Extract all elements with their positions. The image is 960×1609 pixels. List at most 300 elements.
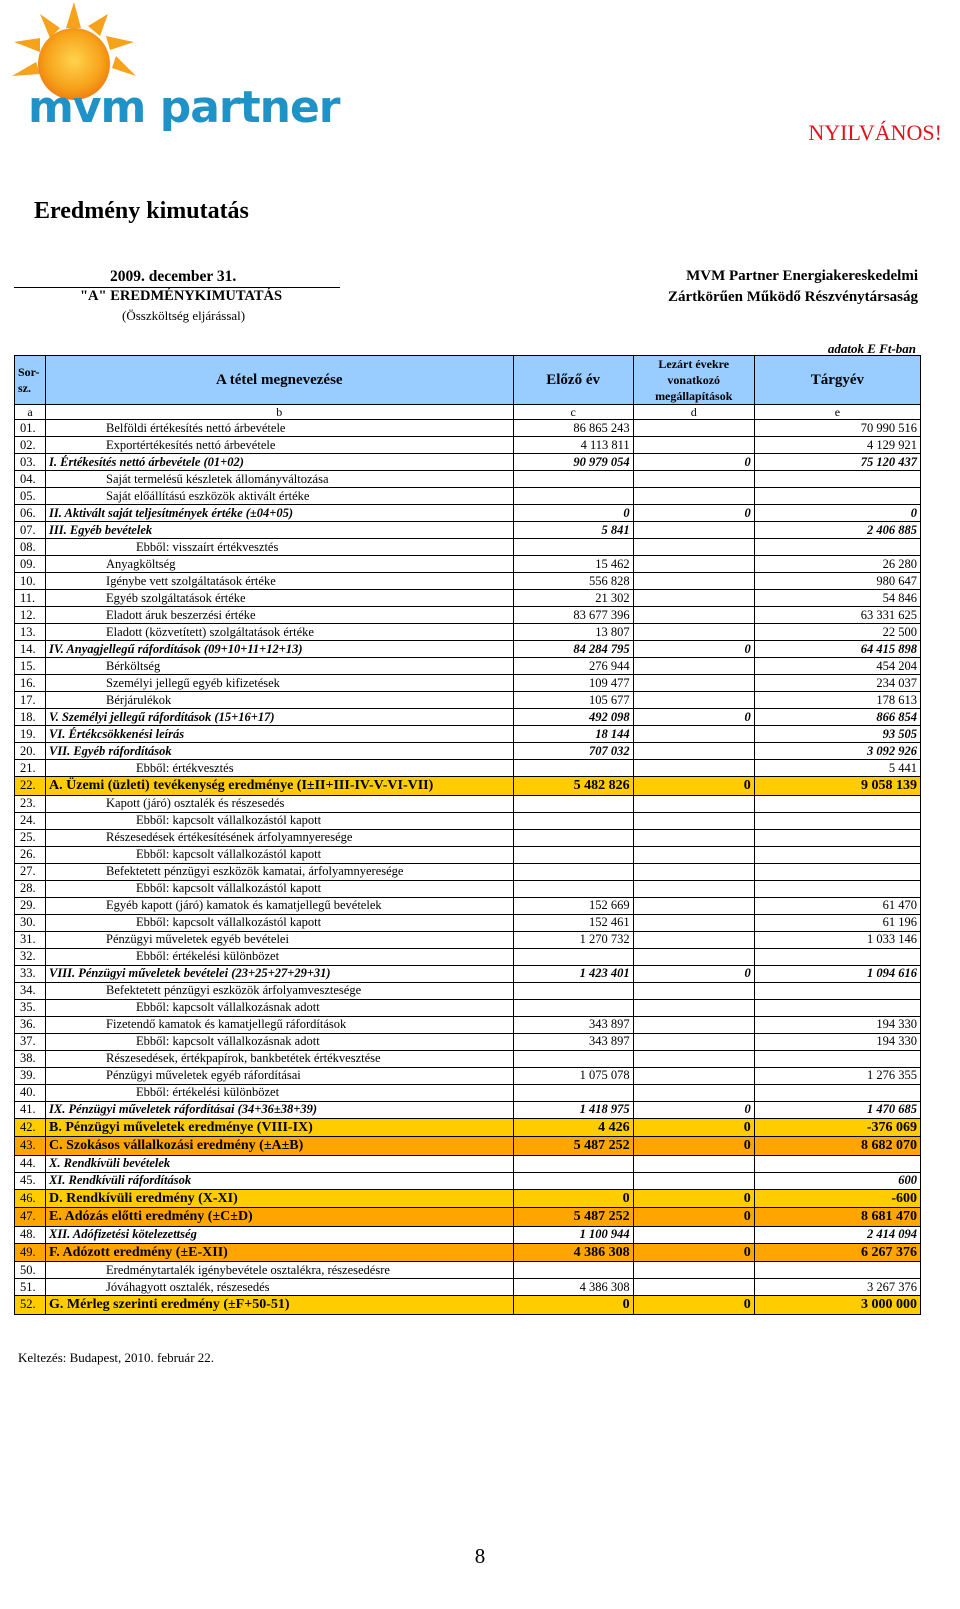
row-name: Ebből: kapcsolt vállalkozástól kapott bbox=[46, 880, 514, 897]
row-code: 06. bbox=[15, 505, 46, 522]
row-prev-year bbox=[513, 982, 633, 999]
table-header-row bbox=[15, 356, 921, 405]
row-code: 21. bbox=[15, 760, 46, 777]
column-letter: e bbox=[754, 405, 920, 420]
table-row bbox=[15, 1262, 921, 1279]
statement-subtitle: (Összköltség eljárással) bbox=[122, 308, 246, 323]
row-current-year: 3 267 376 bbox=[754, 1279, 920, 1296]
row-code: 16. bbox=[15, 675, 46, 692]
row-current-year bbox=[754, 539, 920, 556]
row-code: 48. bbox=[15, 1226, 46, 1243]
row-prev-year bbox=[513, 863, 633, 880]
table-row bbox=[15, 795, 921, 812]
table-row bbox=[15, 743, 921, 760]
row-name: Személyi jellegű egyéb kifizetések bbox=[46, 675, 514, 692]
table-row bbox=[15, 573, 921, 590]
row-code: 36. bbox=[15, 1016, 46, 1033]
column-letter: c bbox=[513, 405, 633, 420]
row-adjustment bbox=[633, 982, 754, 999]
row-code: 40. bbox=[15, 1084, 46, 1101]
row-name: E. Adózás előtti eredmény (±C±D) bbox=[46, 1208, 514, 1227]
row-current-year bbox=[754, 1155, 920, 1172]
row-code: 38. bbox=[15, 1050, 46, 1067]
row-name: Ebből: kapcsolt vállalkozástól kapott bbox=[46, 846, 514, 863]
table-row bbox=[15, 931, 921, 948]
table-row bbox=[15, 1208, 921, 1227]
units-note: adatok E Ft-ban bbox=[827, 341, 916, 356]
row-current-year: 63 331 625 bbox=[754, 607, 920, 624]
table-row bbox=[15, 897, 921, 914]
mvm-partner-logo bbox=[8, 2, 340, 137]
row-prev-year: 276 944 bbox=[513, 658, 633, 675]
income-statement-table bbox=[14, 355, 921, 1315]
row-name: Kapott (járó) osztalék és részesedés bbox=[46, 795, 514, 812]
row-current-year: 8 682 070 bbox=[754, 1137, 920, 1156]
row-code: 28. bbox=[15, 880, 46, 897]
row-prev-year bbox=[513, 829, 633, 846]
row-adjustment bbox=[633, 539, 754, 556]
table-row bbox=[15, 846, 921, 863]
row-adjustment: 0 bbox=[633, 505, 754, 522]
table-row bbox=[15, 1243, 921, 1262]
row-code: 18. bbox=[15, 709, 46, 726]
row-name: VII. Egyéb ráfordítások bbox=[46, 743, 514, 760]
row-current-year: 9 058 139 bbox=[754, 777, 920, 796]
row-current-year: 93 505 bbox=[754, 726, 920, 743]
row-name: Ebből: kapcsolt vállalkozástól kapott bbox=[46, 914, 514, 931]
statement-title: "A" EREDMÉNYKIMUTATÁS bbox=[80, 288, 283, 304]
table-row bbox=[15, 471, 921, 488]
row-adjustment bbox=[633, 1279, 754, 1296]
row-current-year: 3 000 000 bbox=[754, 1296, 920, 1315]
row-current-year: 178 613 bbox=[754, 692, 920, 709]
row-name: D. Rendkívüli eredmény (X-XI) bbox=[46, 1189, 514, 1208]
row-prev-year: 0 bbox=[513, 1296, 633, 1315]
row-prev-year: 1 418 975 bbox=[513, 1101, 633, 1118]
header-curr: Tárgyév bbox=[754, 356, 920, 405]
row-prev-year: 5 482 826 bbox=[513, 777, 633, 796]
row-name: C. Szokásos vállalkozási eredmény (±A±B) bbox=[46, 1137, 514, 1156]
table-row bbox=[15, 863, 921, 880]
row-prev-year: 18 144 bbox=[513, 726, 633, 743]
table-body bbox=[15, 420, 921, 1315]
row-adjustment: 0 bbox=[633, 1296, 754, 1315]
statement-date: 2009. december 31. bbox=[110, 268, 237, 285]
row-name: Fizetendő kamatok és kamatjellegű ráfordítások bbox=[46, 1016, 514, 1033]
table-row bbox=[15, 914, 921, 931]
row-current-year: 61 196 bbox=[754, 914, 920, 931]
table-row bbox=[15, 812, 921, 829]
row-prev-year bbox=[513, 1084, 633, 1101]
table-row bbox=[15, 999, 921, 1016]
row-adjustment bbox=[633, 795, 754, 812]
row-prev-year: 343 897 bbox=[513, 1016, 633, 1033]
row-name: III. Egyéb bevételek bbox=[46, 522, 514, 539]
row-prev-year: 343 897 bbox=[513, 1033, 633, 1050]
row-code: 17. bbox=[15, 692, 46, 709]
footer-date: Keltezés: Budapest, 2010. február 22. bbox=[18, 1350, 215, 1365]
row-prev-year: 492 098 bbox=[513, 709, 633, 726]
column-letter-row bbox=[15, 405, 921, 420]
row-name: Jóváhagyott osztalék, részesedés bbox=[46, 1279, 514, 1296]
row-name: Részesedések, értékpapírok, bankbetétek értékvesztése bbox=[46, 1050, 514, 1067]
row-prev-year: 1 423 401 bbox=[513, 965, 633, 982]
table-row bbox=[15, 880, 921, 897]
row-prev-year bbox=[513, 1262, 633, 1279]
row-adjustment bbox=[633, 1050, 754, 1067]
row-adjustment bbox=[633, 437, 754, 454]
row-prev-year bbox=[513, 488, 633, 505]
header-adjustments: Lezárt évekre vonatkozó megállapítások bbox=[633, 356, 754, 405]
row-code: 29. bbox=[15, 897, 46, 914]
logo-wordmark: mvm partner bbox=[28, 82, 340, 133]
row-name: IV. Anyagjellegű ráfordítások (09+10+11+12+13) bbox=[46, 641, 514, 658]
row-adjustment bbox=[633, 726, 754, 743]
table-row bbox=[15, 1279, 921, 1296]
row-code: 45. bbox=[15, 1172, 46, 1189]
row-prev-year: 21 302 bbox=[513, 590, 633, 607]
table-row bbox=[15, 675, 921, 692]
row-code: 35. bbox=[15, 999, 46, 1016]
row-adjustment: 0 bbox=[633, 1189, 754, 1208]
row-prev-year bbox=[513, 471, 633, 488]
row-prev-year: 5 487 252 bbox=[513, 1208, 633, 1227]
row-adjustment bbox=[633, 760, 754, 777]
row-current-year: 0 bbox=[754, 505, 920, 522]
row-adjustment bbox=[633, 658, 754, 675]
table-row bbox=[15, 760, 921, 777]
table-row bbox=[15, 437, 921, 454]
table-row bbox=[15, 624, 921, 641]
row-adjustment bbox=[633, 743, 754, 760]
table-row bbox=[15, 726, 921, 743]
table-row bbox=[15, 522, 921, 539]
page-title: Eredmény kimutatás bbox=[34, 198, 249, 224]
row-code: 01. bbox=[15, 420, 46, 437]
row-adjustment bbox=[633, 846, 754, 863]
header-name: A tétel megnevezése bbox=[46, 356, 514, 405]
row-code: 04. bbox=[15, 471, 46, 488]
row-current-year: 2 414 094 bbox=[754, 1226, 920, 1243]
row-name: F. Adózott eredmény (±E-XII) bbox=[46, 1243, 514, 1262]
row-name: VI. Értékcsökkenési leírás bbox=[46, 726, 514, 743]
row-prev-year: 86 865 243 bbox=[513, 420, 633, 437]
row-code: 12. bbox=[15, 607, 46, 624]
company-name-line2: Zártkörűen Működő Részvénytársaság bbox=[668, 289, 918, 305]
row-code: 43. bbox=[15, 1137, 46, 1156]
row-code: 10. bbox=[15, 573, 46, 590]
row-prev-year bbox=[513, 760, 633, 777]
row-current-year bbox=[754, 948, 920, 965]
row-current-year: 54 846 bbox=[754, 590, 920, 607]
column-letter: b bbox=[46, 405, 514, 420]
row-prev-year: 83 677 396 bbox=[513, 607, 633, 624]
row-prev-year bbox=[513, 846, 633, 863]
row-adjustment bbox=[633, 1155, 754, 1172]
row-code: 30. bbox=[15, 914, 46, 931]
row-current-year bbox=[754, 863, 920, 880]
row-adjustment bbox=[633, 931, 754, 948]
row-prev-year: 0 bbox=[513, 1189, 633, 1208]
row-adjustment bbox=[633, 914, 754, 931]
row-current-year: 1 276 355 bbox=[754, 1067, 920, 1084]
row-code: 52. bbox=[15, 1296, 46, 1315]
row-code: 44. bbox=[15, 1155, 46, 1172]
row-adjustment bbox=[633, 675, 754, 692]
row-adjustment: 0 bbox=[633, 1137, 754, 1156]
row-code: 09. bbox=[15, 556, 46, 573]
row-code: 15. bbox=[15, 658, 46, 675]
row-adjustment bbox=[633, 1016, 754, 1033]
row-name: VIII. Pénzügyi műveletek bevételei (23+25+27+29+31) bbox=[46, 965, 514, 982]
row-adjustment bbox=[633, 624, 754, 641]
row-name: Saját termelésű készletek állományváltozása bbox=[46, 471, 514, 488]
row-current-year bbox=[754, 795, 920, 812]
row-prev-year: 4 426 bbox=[513, 1118, 633, 1137]
row-prev-year: 0 bbox=[513, 505, 633, 522]
row-name: Eladott áruk beszerzési értéke bbox=[46, 607, 514, 624]
column-letter: a bbox=[15, 405, 46, 420]
table-row bbox=[15, 1189, 921, 1208]
row-current-year: 1 033 146 bbox=[754, 931, 920, 948]
row-name: Egyéb szolgáltatások értéke bbox=[46, 590, 514, 607]
row-current-year: 454 204 bbox=[754, 658, 920, 675]
row-prev-year: 105 677 bbox=[513, 692, 633, 709]
row-current-year: 600 bbox=[754, 1172, 920, 1189]
table-row bbox=[15, 556, 921, 573]
row-prev-year bbox=[513, 1050, 633, 1067]
row-name: II. Aktivált saját teljesítmények értéke (±04+05) bbox=[46, 505, 514, 522]
row-current-year bbox=[754, 829, 920, 846]
row-code: 37. bbox=[15, 1033, 46, 1050]
row-name: Befektetett pénzügyi eszközök kamatai, árfolyamnyeresége bbox=[46, 863, 514, 880]
table-row bbox=[15, 420, 921, 437]
row-adjustment: 0 bbox=[633, 641, 754, 658]
table-row bbox=[15, 1118, 921, 1137]
row-code: 02. bbox=[15, 437, 46, 454]
row-name: Eredménytartalék igénybevétele osztalékra, részesedésre bbox=[46, 1262, 514, 1279]
row-code: 33. bbox=[15, 965, 46, 982]
row-code: 07. bbox=[15, 522, 46, 539]
row-adjustment: 0 bbox=[633, 1243, 754, 1262]
row-current-year bbox=[754, 982, 920, 999]
row-prev-year: 13 807 bbox=[513, 624, 633, 641]
table-row bbox=[15, 1016, 921, 1033]
row-adjustment bbox=[633, 1226, 754, 1243]
row-adjustment bbox=[633, 471, 754, 488]
table-row bbox=[15, 641, 921, 658]
row-name: Bérköltség bbox=[46, 658, 514, 675]
row-prev-year bbox=[513, 795, 633, 812]
row-current-year bbox=[754, 488, 920, 505]
row-name: I. Értékesítés nettó árbevétele (01+02) bbox=[46, 454, 514, 471]
row-prev-year bbox=[513, 1172, 633, 1189]
row-current-year: 866 854 bbox=[754, 709, 920, 726]
row-prev-year: 109 477 bbox=[513, 675, 633, 692]
table-row bbox=[15, 658, 921, 675]
row-adjustment: 0 bbox=[633, 1118, 754, 1137]
row-adjustment bbox=[633, 1262, 754, 1279]
header-prev: Előző év bbox=[513, 356, 633, 405]
row-name: Ebből: értékelési különbözet bbox=[46, 948, 514, 965]
row-code: 19. bbox=[15, 726, 46, 743]
row-prev-year: 1 100 944 bbox=[513, 1226, 633, 1243]
table-row bbox=[15, 692, 921, 709]
row-current-year: 5 441 bbox=[754, 760, 920, 777]
row-adjustment bbox=[633, 863, 754, 880]
table-row bbox=[15, 1050, 921, 1067]
row-current-year: 26 280 bbox=[754, 556, 920, 573]
row-code: 03. bbox=[15, 454, 46, 471]
row-current-year bbox=[754, 880, 920, 897]
row-name: Igénybe vett szolgáltatások értéke bbox=[46, 573, 514, 590]
table-row bbox=[15, 829, 921, 846]
row-current-year bbox=[754, 471, 920, 488]
row-code: 34. bbox=[15, 982, 46, 999]
row-name: Pénzügyi műveletek egyéb ráfordításai bbox=[46, 1067, 514, 1084]
row-adjustment: 0 bbox=[633, 777, 754, 796]
row-adjustment bbox=[633, 420, 754, 437]
table-row bbox=[15, 505, 921, 522]
row-name: X. Rendkívüli bevételek bbox=[46, 1155, 514, 1172]
row-adjustment bbox=[633, 948, 754, 965]
table-row bbox=[15, 539, 921, 556]
table-row bbox=[15, 1226, 921, 1243]
table-row bbox=[15, 1155, 921, 1172]
row-prev-year: 4 386 308 bbox=[513, 1279, 633, 1296]
row-name: A. Üzemi (üzleti) tevékenység eredménye (I±II+III-IV-V-VI-VII) bbox=[46, 777, 514, 796]
row-code: 08. bbox=[15, 539, 46, 556]
row-prev-year bbox=[513, 812, 633, 829]
row-prev-year: 1 270 732 bbox=[513, 931, 633, 948]
row-name: Bérjárulékok bbox=[46, 692, 514, 709]
table-row bbox=[15, 1296, 921, 1315]
row-name: Befektetett pénzügyi eszközök árfolyamvesztesége bbox=[46, 982, 514, 999]
row-adjustment: 0 bbox=[633, 1208, 754, 1227]
row-prev-year: 152 669 bbox=[513, 897, 633, 914]
row-prev-year: 5 487 252 bbox=[513, 1137, 633, 1156]
row-adjustment bbox=[633, 812, 754, 829]
row-code: 11. bbox=[15, 590, 46, 607]
row-prev-year bbox=[513, 539, 633, 556]
row-current-year: 194 330 bbox=[754, 1016, 920, 1033]
row-current-year bbox=[754, 1084, 920, 1101]
row-prev-year: 5 841 bbox=[513, 522, 633, 539]
row-prev-year bbox=[513, 1155, 633, 1172]
row-code: 46. bbox=[15, 1189, 46, 1208]
row-code: 41. bbox=[15, 1101, 46, 1118]
row-name: Részesedések értékesítésének árfolyamnyeresége bbox=[46, 829, 514, 846]
row-prev-year: 4 386 308 bbox=[513, 1243, 633, 1262]
company-name-line1: MVM Partner Energiakereskedelmi bbox=[686, 268, 918, 284]
row-adjustment bbox=[633, 999, 754, 1016]
row-current-year: 234 037 bbox=[754, 675, 920, 692]
row-adjustment bbox=[633, 556, 754, 573]
row-adjustment bbox=[633, 590, 754, 607]
row-code: 25. bbox=[15, 829, 46, 846]
row-adjustment bbox=[633, 1067, 754, 1084]
row-adjustment bbox=[633, 897, 754, 914]
row-name: V. Személyi jellegű ráfordítások (15+16+17) bbox=[46, 709, 514, 726]
row-current-year: 61 470 bbox=[754, 897, 920, 914]
row-name: Ebből: visszaírt értékvesztés bbox=[46, 539, 514, 556]
row-code: 27. bbox=[15, 863, 46, 880]
row-adjustment: 0 bbox=[633, 1101, 754, 1118]
row-adjustment bbox=[633, 607, 754, 624]
table-row bbox=[15, 454, 921, 471]
row-code: 51. bbox=[15, 1279, 46, 1296]
row-code: 47. bbox=[15, 1208, 46, 1227]
row-current-year bbox=[754, 812, 920, 829]
table-row bbox=[15, 590, 921, 607]
row-prev-year: 152 461 bbox=[513, 914, 633, 931]
row-adjustment bbox=[633, 880, 754, 897]
row-name: XI. Rendkívüli ráfordítások bbox=[46, 1172, 514, 1189]
table-row bbox=[15, 1172, 921, 1189]
row-current-year: -600 bbox=[754, 1189, 920, 1208]
row-name: Saját előállítású eszközök aktivált értéke bbox=[46, 488, 514, 505]
row-current-year: 1 470 685 bbox=[754, 1101, 920, 1118]
table-row bbox=[15, 1067, 921, 1084]
row-code: 32. bbox=[15, 948, 46, 965]
row-current-year bbox=[754, 1262, 920, 1279]
row-current-year: 3 092 926 bbox=[754, 743, 920, 760]
row-name: Ebből: értékvesztés bbox=[46, 760, 514, 777]
row-current-year: 980 647 bbox=[754, 573, 920, 590]
table-row bbox=[15, 982, 921, 999]
row-code: 31. bbox=[15, 931, 46, 948]
table-row bbox=[15, 488, 921, 505]
row-adjustment: 0 bbox=[633, 709, 754, 726]
row-adjustment bbox=[633, 1084, 754, 1101]
row-prev-year bbox=[513, 999, 633, 1016]
row-code: 13. bbox=[15, 624, 46, 641]
row-adjustment bbox=[633, 573, 754, 590]
row-name: Eladott (közvetített) szolgáltatások értéke bbox=[46, 624, 514, 641]
table-row bbox=[15, 777, 921, 796]
table-row bbox=[15, 607, 921, 624]
table-row bbox=[15, 1137, 921, 1156]
row-current-year: 194 330 bbox=[754, 1033, 920, 1050]
row-current-year: 6 267 376 bbox=[754, 1243, 920, 1262]
row-name: XII. Adófizetési kötelezettség bbox=[46, 1226, 514, 1243]
row-code: 20. bbox=[15, 743, 46, 760]
page-number: 8 bbox=[474, 1544, 486, 1568]
table-row bbox=[15, 1084, 921, 1101]
row-prev-year: 4 113 811 bbox=[513, 437, 633, 454]
row-current-year: 22 500 bbox=[754, 624, 920, 641]
row-current-year: -376 069 bbox=[754, 1118, 920, 1137]
row-code: 49. bbox=[15, 1243, 46, 1262]
row-name: Ebből: kapcsolt vállalkozásnak adott bbox=[46, 1033, 514, 1050]
row-name: Pénzügyi műveletek egyéb bevételei bbox=[46, 931, 514, 948]
column-letter: d bbox=[633, 405, 754, 420]
row-current-year bbox=[754, 999, 920, 1016]
table-row bbox=[15, 1101, 921, 1118]
header-code: Sor-sz. bbox=[15, 356, 46, 405]
public-label: NYILVÁNOS! bbox=[808, 120, 942, 145]
row-code: 24. bbox=[15, 812, 46, 829]
row-adjustment bbox=[633, 829, 754, 846]
row-current-year: 1 094 616 bbox=[754, 965, 920, 982]
row-adjustment bbox=[633, 1033, 754, 1050]
row-current-year bbox=[754, 1050, 920, 1067]
row-name: Ebből: kapcsolt vállalkozásnak adott bbox=[46, 999, 514, 1016]
row-code: 26. bbox=[15, 846, 46, 863]
row-code: 42. bbox=[15, 1118, 46, 1137]
row-code: 39. bbox=[15, 1067, 46, 1084]
row-name: G. Mérleg szerinti eredmény (±F+50-51) bbox=[46, 1296, 514, 1315]
